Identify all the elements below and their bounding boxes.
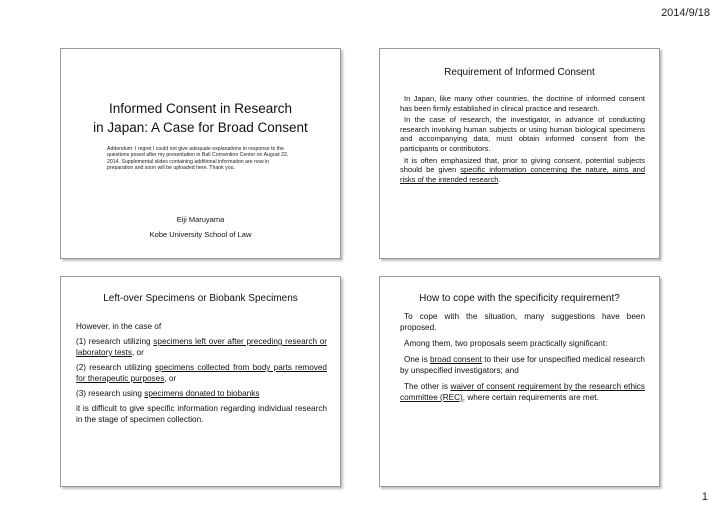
slide3-i2-post: , or (164, 374, 177, 383)
slide3-i3-pre: (3) research using (76, 389, 145, 398)
slide3-i1-underlined: specimens left over after preceding research or laboratory tests (76, 337, 327, 357)
slide1-title-line2: in Japan: A Case for Broad Consent (93, 120, 308, 135)
slide2-paragraph-2: In the case of research, the investigator, in advance of conducting research involving human subjects or using human biological specimens and accompanying data, must obtain informed consent from the participants or contributors. (400, 115, 645, 153)
slide3-conclusion: it is difficult to give specific information regarding individual research in the stage of specimen collection. (76, 404, 327, 424)
slide3-i1-post: , or (131, 348, 144, 357)
slide2-body (400, 94, 645, 186)
slide1-addendum: Addendum: I regret I could not give adequate explanations in response to the questions posed after my presentation in Bali Convention Center on August 22, 2014. Supplemental slides containing additional information are now in preparation and soon will be uploaded here. Thank you. (107, 146, 289, 172)
slide2-title: Requirement of Informed Consent (444, 67, 595, 78)
slide1-title (61, 99, 340, 137)
slide-leftover-specimens (60, 276, 341, 487)
slide1-title-line1: Informed Consent in Research (108, 101, 293, 116)
slide4-p3-pre: One is (404, 355, 430, 364)
slide3-i1-pre: (1) research utilizing (76, 337, 154, 346)
slide4-body (400, 311, 645, 408)
slide4-paragraph-4 (400, 381, 645, 403)
page-date: 2014/9/18 (661, 7, 710, 19)
slide3-item-3 (76, 388, 327, 399)
slide-title (60, 48, 341, 259)
slide2-p3-pre: It is often emphasized that, prior to giving consent, potential subjects should be given (400, 155, 645, 175)
slide4-p3-underlined: broad consent (429, 355, 482, 364)
slide3-item-2 (76, 362, 327, 384)
slide4-p3-post: to their use for unspecified medical research by unspecified investigators; and (400, 355, 645, 375)
slide3-i3-underlined: specimens donated to biobanks (144, 389, 260, 398)
slide4-paragraph-3 (400, 354, 645, 376)
slide2-paragraph-3 (400, 156, 645, 185)
slide3-i2-underlined: specimens collected from body parts removed for therapeutic purposes (76, 363, 327, 383)
slide4-p4-pre: The other is (404, 382, 451, 391)
slide2-p3-underlined: specific information concerning the nature, aims and risks of the intended research (400, 165, 645, 184)
slide2-paragraph-1: In Japan, like many other countries, the doctrine of informed consent has been firmly established in clinical practice and research. (400, 94, 645, 113)
page-number: 1 (701, 491, 708, 503)
slide3-title: Left-over Specimens or Biobank Specimens (103, 293, 298, 304)
slide4-p4-post: , where certain requirements are met. (462, 393, 599, 402)
slide4-paragraph-1: To cope with the situation, many suggestions have been proposed. (400, 312, 645, 332)
slide3-i2-pre: (2) research utilizing (76, 363, 155, 372)
slide1-author: Eiji Maruyama (176, 215, 225, 224)
slide3-intro: However, in the case of (76, 322, 162, 331)
slide3-body (76, 321, 327, 429)
slide4-paragraph-2: Among them, two proposals seem practically significant: (404, 339, 608, 348)
slide1-affiliation: Kobe University School of Law (149, 230, 252, 239)
slide-specificity (379, 276, 660, 487)
slide3-item-1 (76, 336, 327, 358)
slide4-title: How to cope with the specificity requirement? (419, 293, 620, 304)
slide4-p4-underlined: waiver of consent requirement by the research ethics committee (REC) (400, 382, 645, 402)
slide2-p3-post: . (498, 174, 501, 184)
slide-requirement (379, 48, 660, 259)
